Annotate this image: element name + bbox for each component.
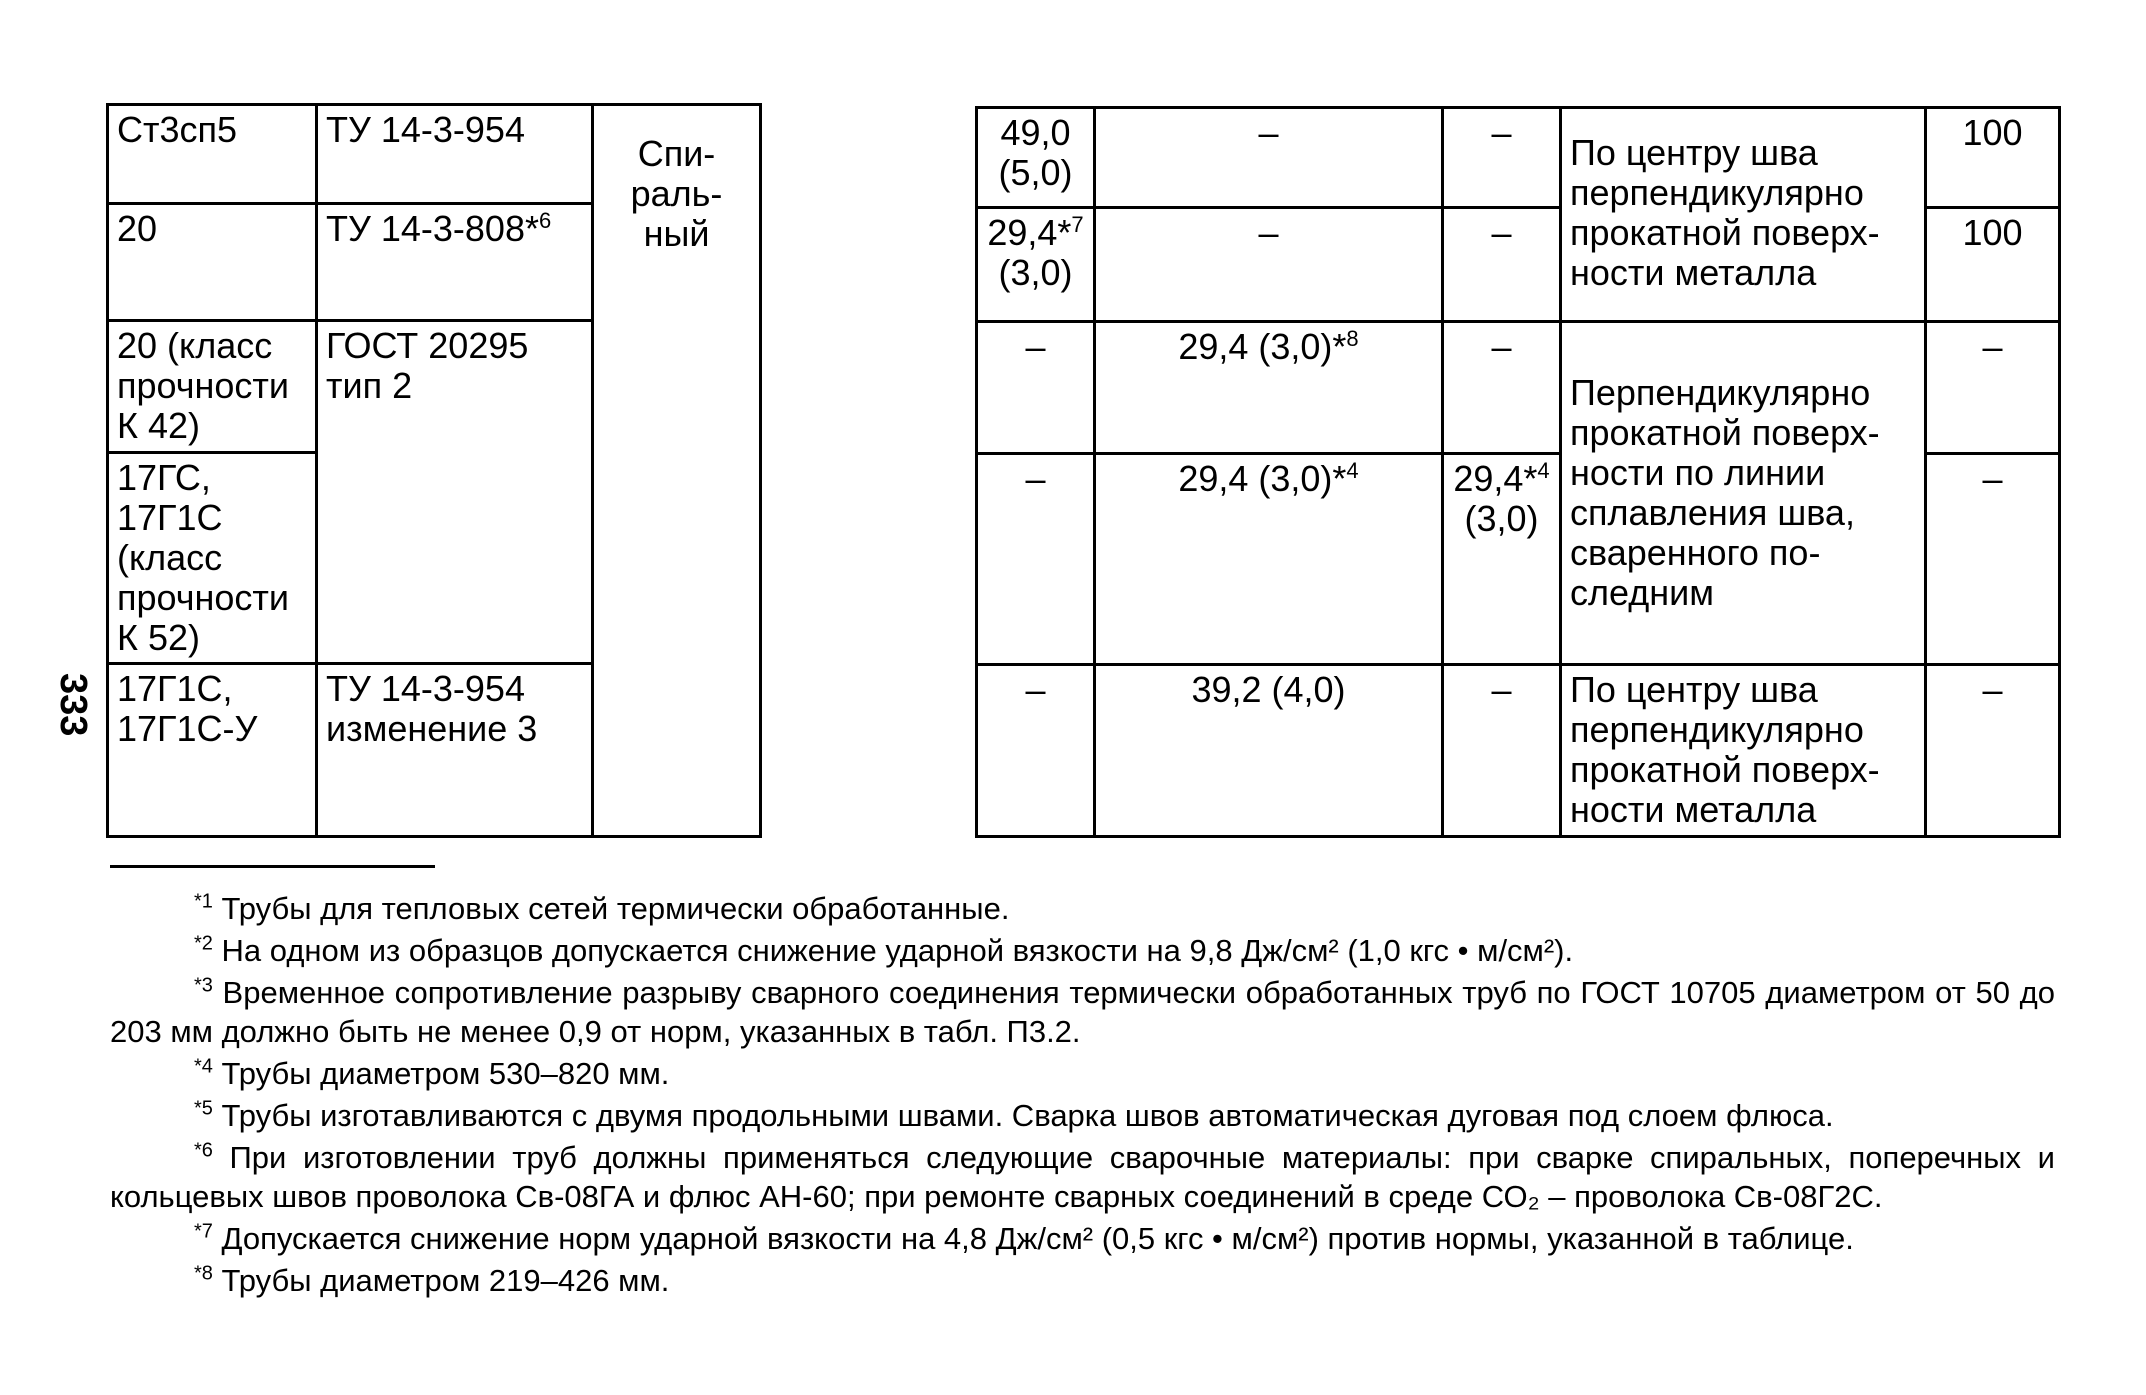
footnote [110, 931, 2055, 970]
footnote-text: Трубы диаметром 530–820 мм. [212, 1056, 670, 1091]
percent-text: – [1982, 458, 2003, 499]
value-text: – [1491, 669, 1512, 710]
value-cell [977, 108, 1095, 208]
percent-text: 100 [1962, 212, 2023, 253]
footnote [110, 1261, 2055, 1300]
value-cell [977, 322, 1095, 454]
value-cell [977, 454, 1095, 665]
percent-cell [1926, 322, 2060, 454]
location-cell [1561, 108, 1926, 322]
footnote [110, 1219, 2055, 1258]
table-row [977, 322, 2060, 454]
footnote-ref: 8 [1346, 326, 1359, 351]
value-text: 39,2 (4,0) [1191, 669, 1346, 710]
footnote-mark: *8 [194, 1262, 213, 1285]
footnote-text: Трубы для тепловых сетей термически обработанные. [212, 891, 1010, 926]
grade-text: 20 [117, 208, 158, 249]
percent-text: 100 [1962, 112, 2023, 153]
value-text: 29,4 (3,0)* [1178, 326, 1347, 367]
value-text: – [1025, 326, 1046, 367]
grade-cell [108, 664, 317, 837]
percent-cell [1926, 665, 2060, 837]
value-cell [1095, 454, 1443, 665]
footnote-text: Трубы диаметром 219–426 мм. [212, 1263, 670, 1298]
footnote-mark: *6 [194, 1139, 213, 1162]
footnote-mark: *5 [194, 1097, 213, 1120]
percent-text: – [1982, 326, 2003, 367]
footnote-ref: 4 [1537, 458, 1550, 483]
location-text: По центру шва перпендикулярно прокатной поверх-ности металла [1570, 669, 1880, 830]
standard-text: ТУ 14-3-808* [326, 208, 539, 249]
grade-cell [108, 321, 317, 453]
footnote [110, 1138, 2055, 1216]
footnote-mark: *4 [194, 1055, 213, 1078]
value-text: 29,4 (3,0)* [1178, 458, 1347, 499]
table-row [977, 665, 2060, 837]
footnote-text: На одном из образцов допускается снижение ударной вязкости на 9,8 Дж/см² (1,0 кгс • м/см²). [212, 933, 1574, 968]
footnote-text: Допускается снижение норм ударной вязкости на 4,8 Дж/см² (0,5 кгс • м/см²) против нормы, указанной в таблице. [212, 1221, 1854, 1256]
grade-cell [108, 105, 317, 204]
footnote-mark: *7 [194, 1220, 213, 1243]
footnote-ref: 6 [538, 208, 552, 233]
standard-cell [317, 105, 593, 204]
footnote-mark: *1 [194, 890, 213, 913]
value-cell [1095, 665, 1443, 837]
value-cell [1095, 108, 1443, 208]
footnote-text: Временное сопротивление разрыву сварного соединения термически обработанных труб по ГОСТ 10705 диаметром от 50 до 203 мм должно быть не менее 0,9 от норм, указанных в табл. П3.2. [110, 975, 2055, 1049]
footnote [110, 973, 2055, 1051]
standard-cell [317, 664, 593, 837]
percent-cell [1926, 208, 2060, 322]
grade-cell [108, 453, 317, 664]
value-text: – [1491, 212, 1512, 253]
value-text: – [1491, 112, 1512, 153]
value-text: – [1491, 326, 1512, 367]
left-table [106, 103, 762, 838]
footnote-text: Трубы изготавливаются с двумя продольными швами. Сварка швов автоматическая дуговая под слоем флюса. [212, 1098, 1834, 1133]
footnote [110, 889, 2055, 928]
seam-type-cell [593, 105, 761, 837]
grade-text: 17Г1С, 17Г1С-У [117, 668, 258, 749]
value-text: (3,0) [1464, 498, 1539, 539]
grade-text: 17ГС, 17Г1С (класс прочности К 52) [117, 457, 290, 658]
value-text: (3,0) [998, 252, 1073, 293]
footnote [110, 1096, 2055, 1135]
percent-cell [1926, 454, 2060, 665]
location-cell [1561, 322, 1926, 665]
value-cell [1443, 665, 1561, 837]
grade-cell [108, 204, 317, 321]
value-cell [1443, 322, 1561, 454]
location-text: По центру шва перпендикулярно прокатной поверх-ности металла [1570, 132, 1880, 293]
page-number: 333 [52, 673, 94, 737]
footnote-mark: *2 [194, 932, 213, 955]
grade-text: 20 (класс прочности К 42) [117, 325, 290, 446]
footnote-divider [110, 865, 435, 868]
value-cell [1443, 108, 1561, 208]
right-table [975, 106, 2061, 838]
standard-cell [317, 204, 593, 321]
value-text: 29,4* [1453, 458, 1538, 499]
value-text: 49,0 (5,0) [998, 112, 1073, 193]
percent-text: – [1982, 669, 2003, 710]
table-row [977, 108, 2060, 208]
footnote-ref: 4 [1346, 458, 1359, 483]
value-cell [1095, 322, 1443, 454]
value-text: – [1025, 669, 1046, 710]
seam-type-text: Спи- раль- ный [630, 133, 723, 254]
value-cell [1443, 454, 1561, 665]
value-cell [977, 665, 1095, 837]
location-text: Перпендикулярно прокатной поверх-ности по линии сплавления шва, сваренного по-следним [1570, 372, 1880, 613]
value-cell [1095, 208, 1443, 322]
value-text: – [1025, 458, 1046, 499]
standard-cell [317, 321, 593, 664]
standard-text: ГОСТ 20295 тип 2 [326, 325, 529, 406]
value-text: – [1258, 212, 1279, 253]
value-cell [1443, 208, 1561, 322]
footnote-ref: 7 [1071, 212, 1084, 237]
percent-cell [1926, 108, 2060, 208]
footnote-mark: *3 [194, 974, 213, 997]
value-cell [977, 208, 1095, 322]
table-row [108, 105, 761, 204]
footnote-text: При изготовлении труб должны применяться следующие сварочные материалы: при сварке спиральных, поперечных и кольцевых швов проволока Св-08ГА и флюс АН-60; при ремонте сварных соединений в среде СО₂ – проволока Св-08Г2С. [110, 1140, 2055, 1214]
standard-text: ТУ 14-3-954 изменение 3 [326, 668, 538, 749]
value-text: 29,4* [987, 212, 1072, 253]
location-cell [1561, 665, 1926, 837]
footnotes [110, 889, 2055, 1303]
standard-text: ТУ 14-3-954 [326, 109, 525, 150]
value-text: – [1258, 112, 1279, 153]
grade-text: Ст3сп5 [117, 109, 238, 150]
footnote [110, 1054, 2055, 1093]
